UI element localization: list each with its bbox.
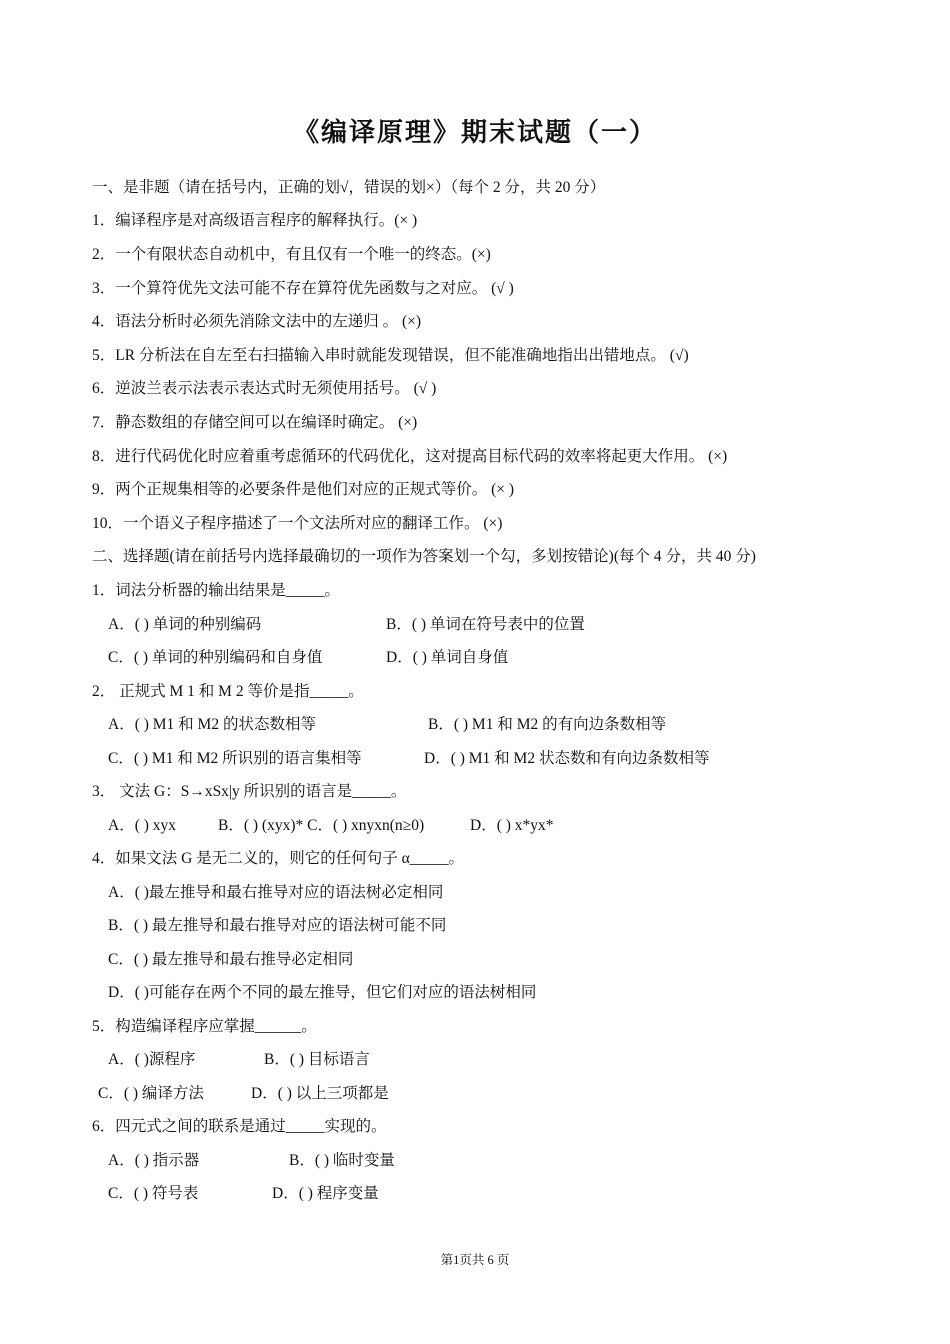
mc-q3-option-a: A．( ) xyx bbox=[108, 817, 177, 834]
mc-q3-stem: 3． 文法 G：S→xSx|y 所识别的语言是_____。 bbox=[92, 783, 407, 800]
mc-q3-option-d: D．( ) x*yx* bbox=[470, 817, 554, 834]
mc-q5-stem: 5．构造编译程序应掌握______。 bbox=[92, 1018, 317, 1035]
mc-q5-option-d: D．( ) 以上三项都是 bbox=[251, 1085, 389, 1102]
mc-q6-option-b: B．( ) 临时变量 bbox=[289, 1152, 395, 1169]
mc-q6-option-c: C．( ) 符号表 bbox=[108, 1185, 199, 1202]
mc-q3-option-bc: B．( ) (xyx)* C．( ) xnyxn(n≥0) bbox=[218, 817, 425, 834]
mc-q5-option-c: C．( ) 编译方法 bbox=[98, 1085, 204, 1102]
mc-q6-stem: 6．四元式之间的联系是通过_____实现的。 bbox=[92, 1118, 387, 1135]
mc-q2-option-a: A．( ) M1 和 M2 的状态数相等 bbox=[108, 716, 316, 733]
tf-item-8: 8．进行代码优化时应着重考虑循环的代码优化，这对提高目标代码的效率将起更大作用。 (×) bbox=[92, 448, 728, 465]
mc-q4-stem: 4．如果文法 G 是无二义的，则它的任何句子 α_____。 bbox=[92, 850, 464, 867]
mc-q4-option-c: C．( ) 最左推导和最右推导必定相同 bbox=[108, 951, 354, 968]
mc-q5-option-b: B．( ) 目标语言 bbox=[264, 1051, 370, 1068]
tf-item-7: 7．静态数组的存储空间可以在编译时确定。 (×) bbox=[92, 414, 418, 431]
tf-item-9: 9．两个正规集相等的必要条件是他们对应的正规式等价。 (× ) bbox=[92, 481, 515, 498]
tf-item-1: 1．编译程序是对高级语言程序的解释执行。(× ) bbox=[92, 212, 418, 229]
section2-heading: 二、选择题(请在前括号内选择最确切的一项作为答案划一个勾，多划按错论)(每个 4 分，共 40 分) bbox=[92, 548, 756, 565]
page-footer: 第1页共 6 页 bbox=[440, 1253, 510, 1267]
tf-item-4: 4．语法分析时必须先消除文法中的左递归 。 (×) bbox=[92, 313, 422, 330]
mc-q1-option-b: B．( ) 单词在符号表中的位置 bbox=[386, 616, 585, 633]
mc-q1-stem: 1．词法分析器的输出结果是_____。 bbox=[92, 582, 341, 599]
section1-heading: 一、是非题（请在括号内，正确的划√，错误的划×）（每个 2 分，共 20 分） bbox=[92, 179, 606, 196]
mc-q1-option-a: A．( ) 单词的种别编码 bbox=[108, 616, 262, 633]
mc-q2-stem: 2． 正规式 M 1 和 M 2 等价是指_____。 bbox=[92, 683, 364, 700]
mc-q2-option-c: C．( ) M1 和 M2 所识别的语言集相等 bbox=[108, 750, 362, 767]
tf-item-10: 10．一个语义子程序描述了一个文法所对应的翻译工作。 (×) bbox=[92, 515, 503, 532]
tf-item-3: 3．一个算符优先文法可能不存在算符优先函数与之对应。 (√ ) bbox=[92, 280, 514, 297]
mc-q2-option-b: B．( ) M1 和 M2 的有向边条数相等 bbox=[428, 716, 667, 733]
tf-item-5: 5．LR 分析法在自左至右扫描输入串时就能发现错误，但不能准确地指出出错地点。 (√) bbox=[92, 347, 689, 364]
mc-q6-option-a: A．( ) 指示器 bbox=[108, 1152, 200, 1169]
page-title: 《编译原理》期末试题（一） bbox=[292, 118, 657, 147]
tf-item-6: 6．逆波兰表示法表示表达式时无须使用括号。 (√ ) bbox=[92, 380, 437, 397]
mc-q2-option-d: D．( ) M1 和 M2 状态数和有向边条数相等 bbox=[424, 750, 710, 767]
mc-q5-option-a: A．( )源程序 bbox=[108, 1051, 196, 1068]
mc-q4-option-a: A．( )最左推导和最右推导对应的语法树必定相同 bbox=[108, 884, 444, 901]
mc-q6-option-d: D．( ) 程序变量 bbox=[272, 1185, 379, 1202]
mc-q4-option-d: D．( )可能存在两个不同的最左推导，但它们对应的语法树相同 bbox=[108, 984, 537, 1001]
mc-q4-option-b: B．( ) 最左推导和最右推导对应的语法树可能不同 bbox=[108, 917, 447, 934]
mc-q1-option-c: C．( ) 单词的种别编码和自身值 bbox=[108, 649, 323, 666]
tf-item-2: 2．一个有限状态自动机中，有且仅有一个唯一的终态。(×) bbox=[92, 246, 491, 263]
mc-q1-option-d: D．( ) 单词自身值 bbox=[386, 649, 509, 666]
